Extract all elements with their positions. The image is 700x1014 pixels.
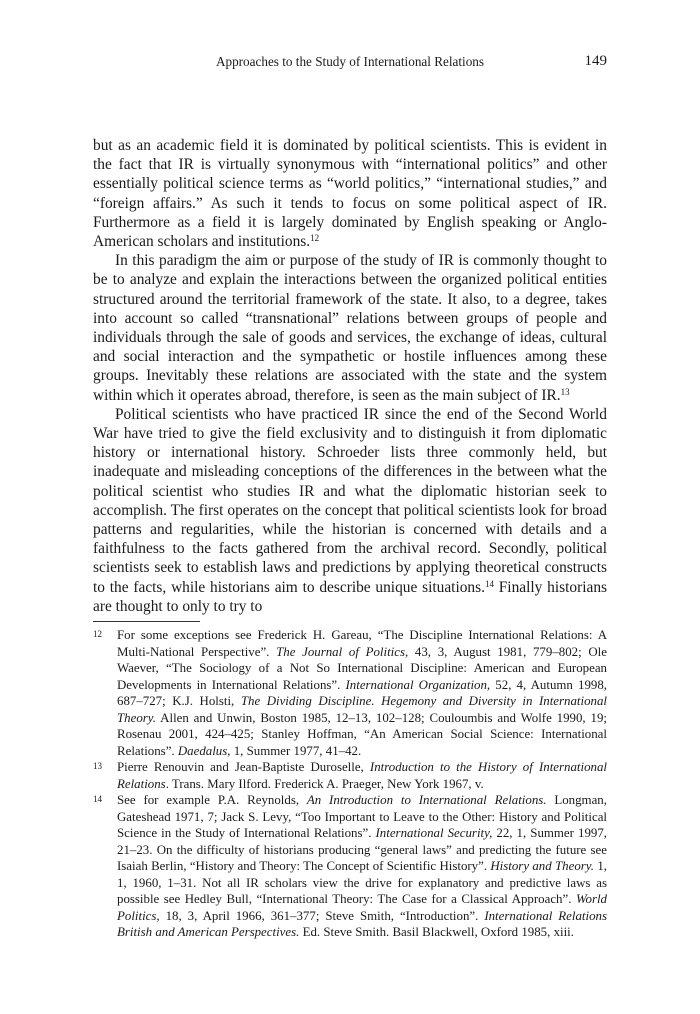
citation-text: Ed. Steve Smith. Basil Blackwell, Oxford 1985, xiii. <box>299 925 574 939</box>
citation-title: International Security, <box>375 826 493 840</box>
citation-title: An Introduction to International Relations. <box>306 793 547 807</box>
paragraph-text: Finally historians are thought to only to try to <box>93 578 608 615</box>
footnote-divider <box>93 621 200 622</box>
footnote-reference[interactable]: 12 <box>310 233 320 244</box>
running-header <box>93 54 607 74</box>
body-text <box>93 136 607 616</box>
citation-text: Longman, Gateshead 1971, 7; Jack S. Levy, “Too Important to Leave to the Other: History and Political Science in the Study of International Relations”. <box>117 793 607 840</box>
footnote-reference[interactable]: 14 <box>484 578 494 589</box>
footnote-reference[interactable]: 13 <box>560 386 570 397</box>
body-paragraph <box>93 405 607 616</box>
footnote-text <box>117 793 607 939</box>
paragraph-text: In this paradigm the aim or purpose of the study of IR is commonly thought to be to analyze and explain the interactions between the organized political entities structured around the territorial framework of the state. It also, to a degree, takes into account so called “transnational” relations between groups of people and individuals through the sale of goods and services, the exchange of ideas, cultural and social interaction and the sympathetic or hostile influences among these groups. Inevitably these relations are associated with the state and the system within which it operates abroad, therefore, is seen as the main subject of IR. <box>93 252 607 404</box>
footnote-number: 13 <box>93 761 102 771</box>
citation-title: The Dividing Discipline. Hegemony and Diversity in International Theory. <box>117 694 607 725</box>
citation-title: International Organization, <box>345 677 491 692</box>
citation-text: For some exceptions see Frederick H. Gareau, “The Discipline International Relations: A Multi-National Perspective”. <box>117 628 607 659</box>
paragraph-text: Political scientists who have practiced IR since the end of the Second World War have tried to give the field exclusivity and to distinguish it from diplomatic history or international history. Schroeder lists three commonly held, but inadequate and misleading conceptions of the differences in the between what the political scientist who studies IR and what the diplomatic historian seek to accomplish. The first operates on the concept that political scientists look for broad patterns and regularities, while the historian is concerned with details and a faithfulness to the facts gathered from the archival record. Secondly, political scientists seek to establish laws and predictions by applying theoretical constructs to the facts, while historians aim to describe unique situations. <box>93 405 607 596</box>
citation-title: World Politics, <box>117 892 607 923</box>
citation-title: Introduction to the History of International Relations <box>117 760 607 791</box>
citation-text: 52, 4, Autumn 1998, 687–727; K.J. Holsti, <box>117 677 608 708</box>
citation-text: . Trans. Mary Ilford. Frederick A. Praeger, New York 1967, v. <box>165 776 484 791</box>
footnote-text <box>117 760 607 791</box>
citation-text: 22, 1, Summer 1997, 21–23. On the difficulty of historians producing “general laws” and predicting the future see Isaiah Berlin, “History and Theory: The Concept of Scientific History”. <box>117 826 608 873</box>
paragraph-text: but as an academic field it is dominated by political scientists. This is evident in the fact that IR is virtually synonymous with “international politics” and other essentially political science terms as “world politics,” “international studies,” and “foreign affairs.” As such it tends to focus on some political aspect of IR. Furthermore as a field it is largely dominated by English speaking or Anglo-American scholars and institutions. <box>93 137 607 251</box>
citation-text: 1, 1, 1960, 1–31. Not all IR scholars view the drive for explanatory and predictive laws as possible see Hedley Bull, “International Theory: The Case for a Classical Approach”. <box>117 859 608 906</box>
footnote <box>93 792 607 941</box>
footnote <box>93 627 607 759</box>
citation-text: 43, 3, August 1981, 779–802; Ole Waever, “The Sociology of a Not So International Discipline: American and European Developments in International Relations”. <box>117 644 607 692</box>
footnote-text <box>117 628 607 758</box>
footnote-number: 14 <box>93 794 102 804</box>
citation-text: Allen and Unwin, Boston 1985, 12–13, 102–128; Couloumbis and Wolfe 1990, 19; Rosenau 2001, 424–425; Stanley Hoffman, “An American Social Science: International Relations”. <box>117 710 607 758</box>
footnote <box>93 759 607 792</box>
citation-title: History and Theory. <box>490 859 595 873</box>
page-number: 149 <box>584 53 607 69</box>
footnote-number: 12 <box>93 629 102 639</box>
citation-text: 18, 3, April 1966, 361–377; Steve Smith, “Introduction”. <box>159 908 485 923</box>
citation-text: See for example P.A. Reynolds, <box>117 793 307 807</box>
citation-title: International Relations British and American Perspectives. <box>117 908 607 939</box>
body-paragraph <box>93 251 607 405</box>
citation-title: The Journal of Politics, <box>276 644 409 659</box>
running-title: Approaches to the Study of International Relations <box>215 54 485 69</box>
citation-text: 1, Summer 1977, 41–42. <box>230 743 362 758</box>
body-paragraph <box>93 136 607 251</box>
citation-text: Pierre Renouvin and Jean-Baptiste Duroselle, <box>117 760 370 774</box>
citation-title: Daedalus, <box>177 743 231 758</box>
footnotes <box>93 627 607 941</box>
